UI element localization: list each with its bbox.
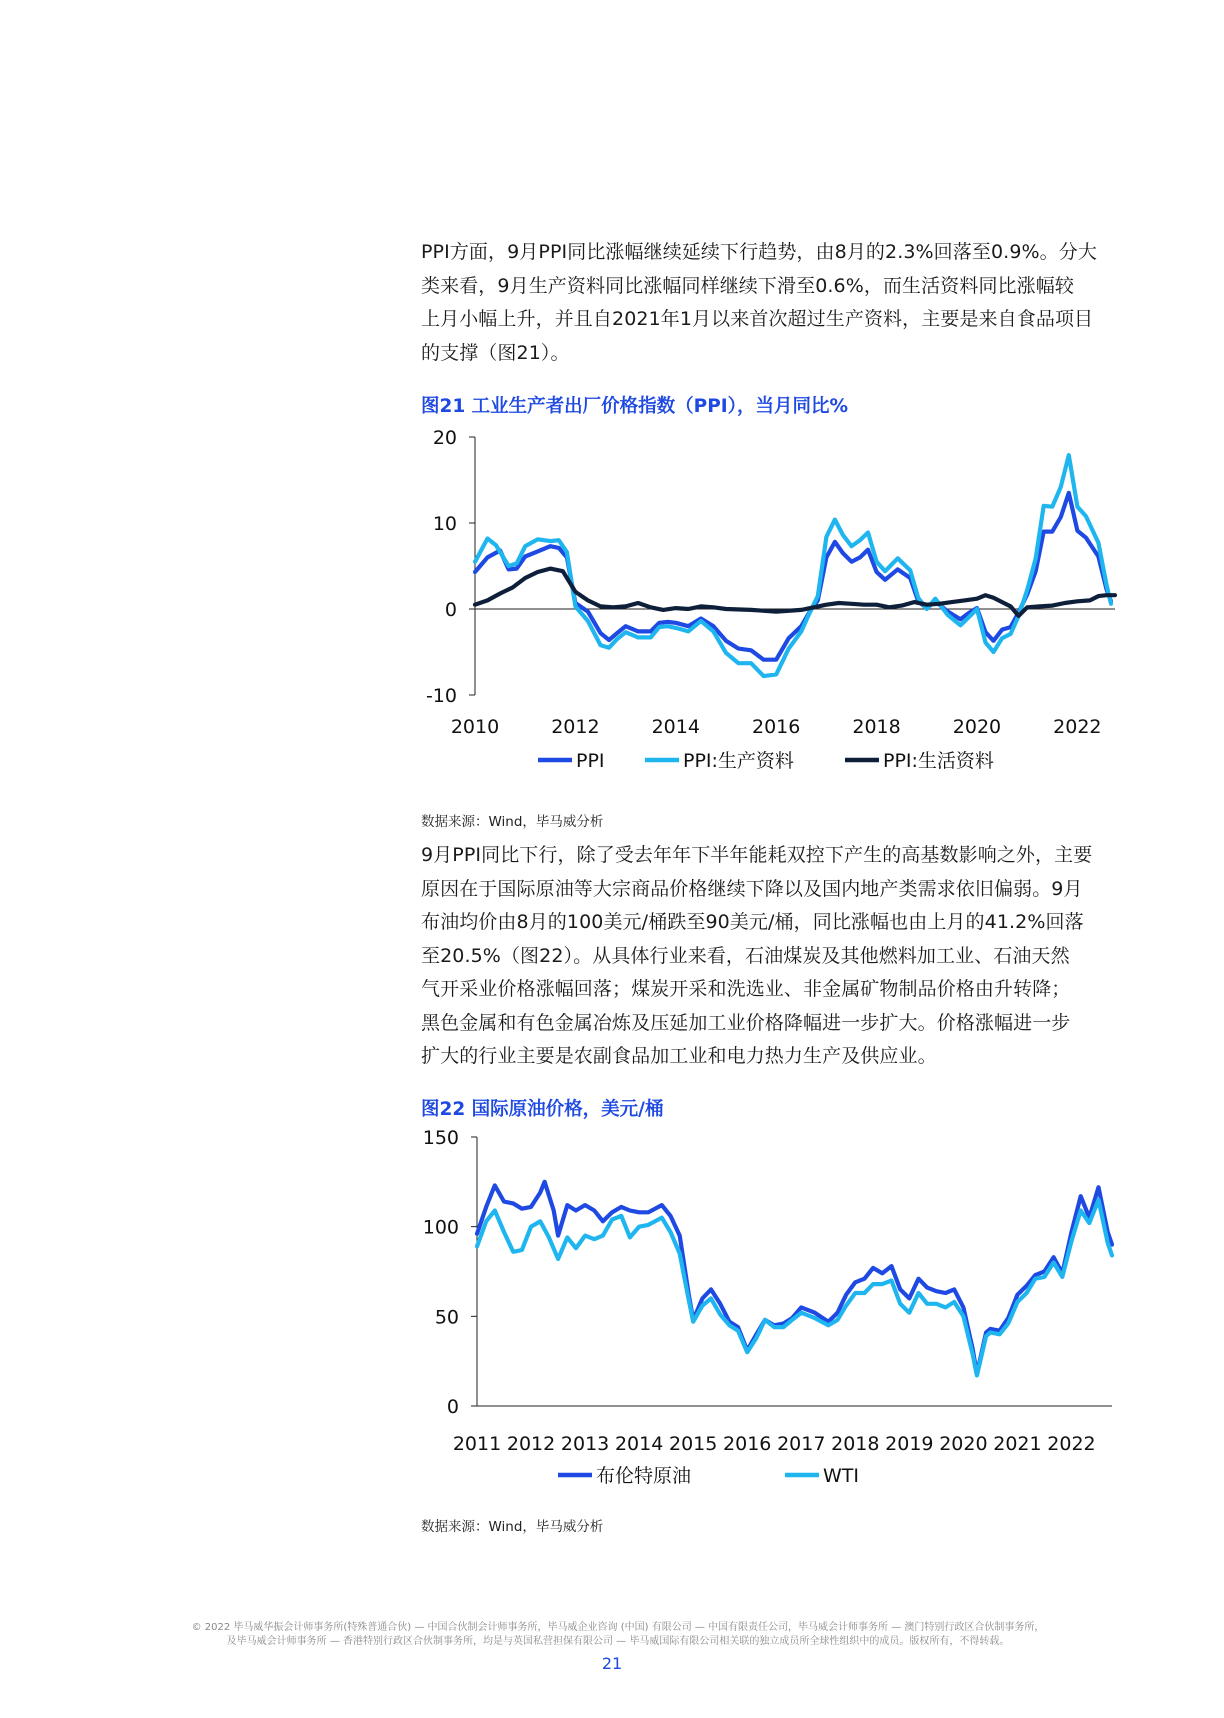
figure22-title: 图22 国际原油价格，美元/桶: [421, 1099, 664, 1120]
x-tick-label: 2010: [450, 716, 500, 738]
x-tick-label: 2012: [506, 1433, 556, 1455]
x-tick-label: 2013: [560, 1433, 610, 1455]
ppi-line-chart: [400, 425, 1120, 775]
x-tick-label: 2022: [1053, 716, 1102, 738]
paragraph-line: 9月PPI同比下行，除了受去年年下半年能耗双控下产生的高基数影响之外，主要: [421, 844, 1093, 866]
figure21-source: 数据来源：Wind，毕马威分析: [421, 814, 604, 830]
x-tick-label: 2015: [668, 1433, 718, 1455]
x-tick-label: 2014: [651, 716, 700, 738]
legend-label: PPI: [576, 750, 605, 772]
legend-label: PPI:生活资料: [883, 750, 994, 772]
figure21-title: 图21 工业生产者出厂价格指数（PPI），当月同比%: [421, 396, 848, 417]
y-tick-label: 0: [446, 1396, 459, 1418]
paragraph-line: 类来看，9月生产资料同比涨幅同样继续下滑至0.6%，而生活资料同比涨幅较: [421, 274, 1074, 297]
paragraph-line: 上月小幅上升，并且自2021年1月以来首次超过生产资料，主要是来自食品项目: [421, 308, 1094, 330]
y-tick-label: 50: [434, 1306, 459, 1329]
copyright-footer: [118, 1621, 1118, 1649]
series-line: [477, 1200, 1112, 1376]
series-line: [477, 1182, 1112, 1374]
intro-paragraph: [421, 236, 1133, 370]
x-tick-label: 2021: [993, 1433, 1042, 1455]
y-tick-label: -10: [425, 685, 457, 707]
footer-line: 及毕马威会计师事务所 — 香港特别行政区合伙制事务所，均是与英国私营担保有限公司 — 毕马威国际有限公司相关联的独立成员所全球性组织中的成员。版权所有，不得转载。: [226, 1636, 1010, 1647]
paragraph-line: 至20.5%（图22）。从具体行业来看，石油煤炭及其他燃料加工业、石油天然: [421, 944, 1070, 967]
paragraph-line: 的支撑（图21）。: [421, 341, 570, 364]
paragraph-line: 扩大的行业主要是农副食品加工业和电力热力生产及供应业。: [421, 1045, 937, 1067]
x-tick-label: 2011: [452, 1433, 502, 1455]
x-tick-label: 2020: [939, 1433, 988, 1455]
paragraph-line: 气开采业价格涨幅回落；煤炭开采和洗选业、非金属矿物制品价格由升转降；: [421, 978, 1071, 1000]
y-tick-label: 0: [444, 599, 457, 621]
legend-label: 布伦特原油: [596, 1465, 692, 1487]
paragraph-line: 黑色金属和有色金属冶炼及压延加工业价格降幅进一步扩大。价格涨幅进一步: [421, 1011, 1071, 1034]
page-number: 21: [601, 1654, 623, 1673]
x-tick-label: 2019: [885, 1433, 934, 1455]
x-tick-label: 2014: [614, 1433, 664, 1455]
x-tick-label: 2017: [777, 1433, 826, 1455]
legend-label: WTI: [823, 1465, 859, 1487]
legend-label: PPI:生产资料: [683, 750, 794, 772]
x-tick-label: 2022: [1047, 1433, 1096, 1455]
paragraph-line: PPI方面，9月PPI同比涨幅继续延续下行趋势，由8月的2.3%回落至0.9%。分大: [421, 241, 1097, 263]
x-tick-label: 2012: [551, 716, 600, 738]
y-tick-label: 150: [422, 1127, 459, 1149]
figure22-source: 数据来源：Wind，毕马威分析: [421, 1519, 604, 1535]
y-tick-label: 20: [432, 427, 457, 449]
y-tick-label: 10: [432, 513, 457, 535]
y-tick-label: 100: [422, 1216, 459, 1239]
oil-price-line-chart: [400, 1125, 1120, 1495]
analysis-paragraph: [421, 839, 1133, 1074]
paragraph-line: 布油均价由8月的100美元/桶跌至90美元/桶，同比涨幅也由上月的41.2%回落: [421, 911, 1084, 933]
x-tick-label: 2018: [852, 716, 901, 738]
x-tick-label: 2016: [723, 1433, 772, 1455]
x-tick-label: 2016: [751, 716, 801, 738]
footer-line: © 2022 毕马威华振会计师事务所(特殊普通合伙) — 中国合伙制会计师事务所，毕马威企业咨询 (中国) 有限公司 — 中国有限责任公司，毕马威会计师事务所 — 澳门特别行政区合伙制事务所，: [191, 1622, 1045, 1633]
x-tick-label: 2018: [831, 1433, 880, 1455]
x-tick-label: 2020: [952, 716, 1002, 738]
series-line: [475, 455, 1111, 676]
paragraph-line: 原因在于国际原油等大宗商品价格继续下降以及国内地产类需求依旧偏弱。9月: [421, 877, 1083, 900]
